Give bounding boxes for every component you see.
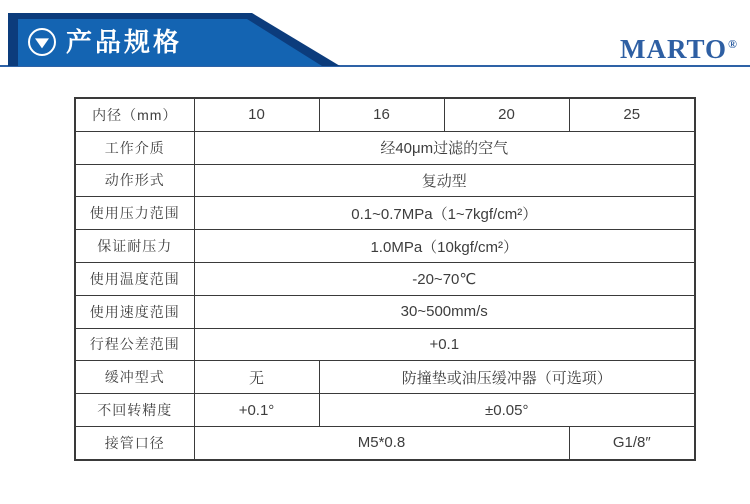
row-cell: +0.1° [194,394,319,427]
row-cell: 经40μm过滤的空气 [194,131,695,164]
table-row [75,394,695,427]
spec-table-body [75,98,695,460]
row-label: 保证耐压力 [75,230,194,263]
table-row [75,262,695,295]
row-cell: 30~500mm/s [194,295,695,328]
row-cell: 10 [194,98,319,131]
row-label: 工作介质 [75,131,194,164]
table-row [75,98,695,131]
row-cell: 25 [569,98,695,131]
table-row [75,230,695,263]
row-label: 缓冲型式 [75,361,194,394]
row-label: 使用压力范围 [75,197,194,230]
row-cell: 1.0MPa（10kgf/cm²） [194,230,695,263]
table-row [75,197,695,230]
table-row [75,295,695,328]
row-label: 内径（mm） [75,98,194,131]
row-label: 不回转精度 [75,394,194,427]
row-cell: 0.1~0.7MPa（1~7kgf/cm²） [194,197,695,230]
row-cell: -20~70℃ [194,262,695,295]
row-cell: M5*0.8 [194,426,569,459]
brand-logo-text: MARTO [619,34,728,64]
table-row [75,361,695,394]
row-cell: 复动型 [194,164,695,197]
table-row [75,426,695,459]
triangle-glyph [35,38,49,48]
row-label: 行程公差范围 [75,328,194,361]
row-cell: 无 [194,361,319,394]
row-label: 接管口径 [75,426,194,459]
brand-logo [620,29,738,64]
page-title: 产品规格 [66,27,183,57]
triangle-down-icon [28,28,56,56]
spec-table [74,97,696,461]
row-cell: ±0.05° [319,394,695,427]
table-row [75,164,695,197]
registered-mark-icon: ® [728,37,738,51]
row-label: 使用速度范围 [75,295,194,328]
row-cell: G1/8″ [569,426,695,459]
table-row [75,131,695,164]
table-row [75,328,695,361]
row-label: 动作形式 [75,164,194,197]
row-cell: +0.1 [194,328,695,361]
row-cell: 16 [319,98,444,131]
row-cell: 防撞垫或油压缓冲器（可选项） [319,361,695,394]
row-label: 使用温度范围 [75,262,194,295]
row-cell: 20 [444,98,569,131]
